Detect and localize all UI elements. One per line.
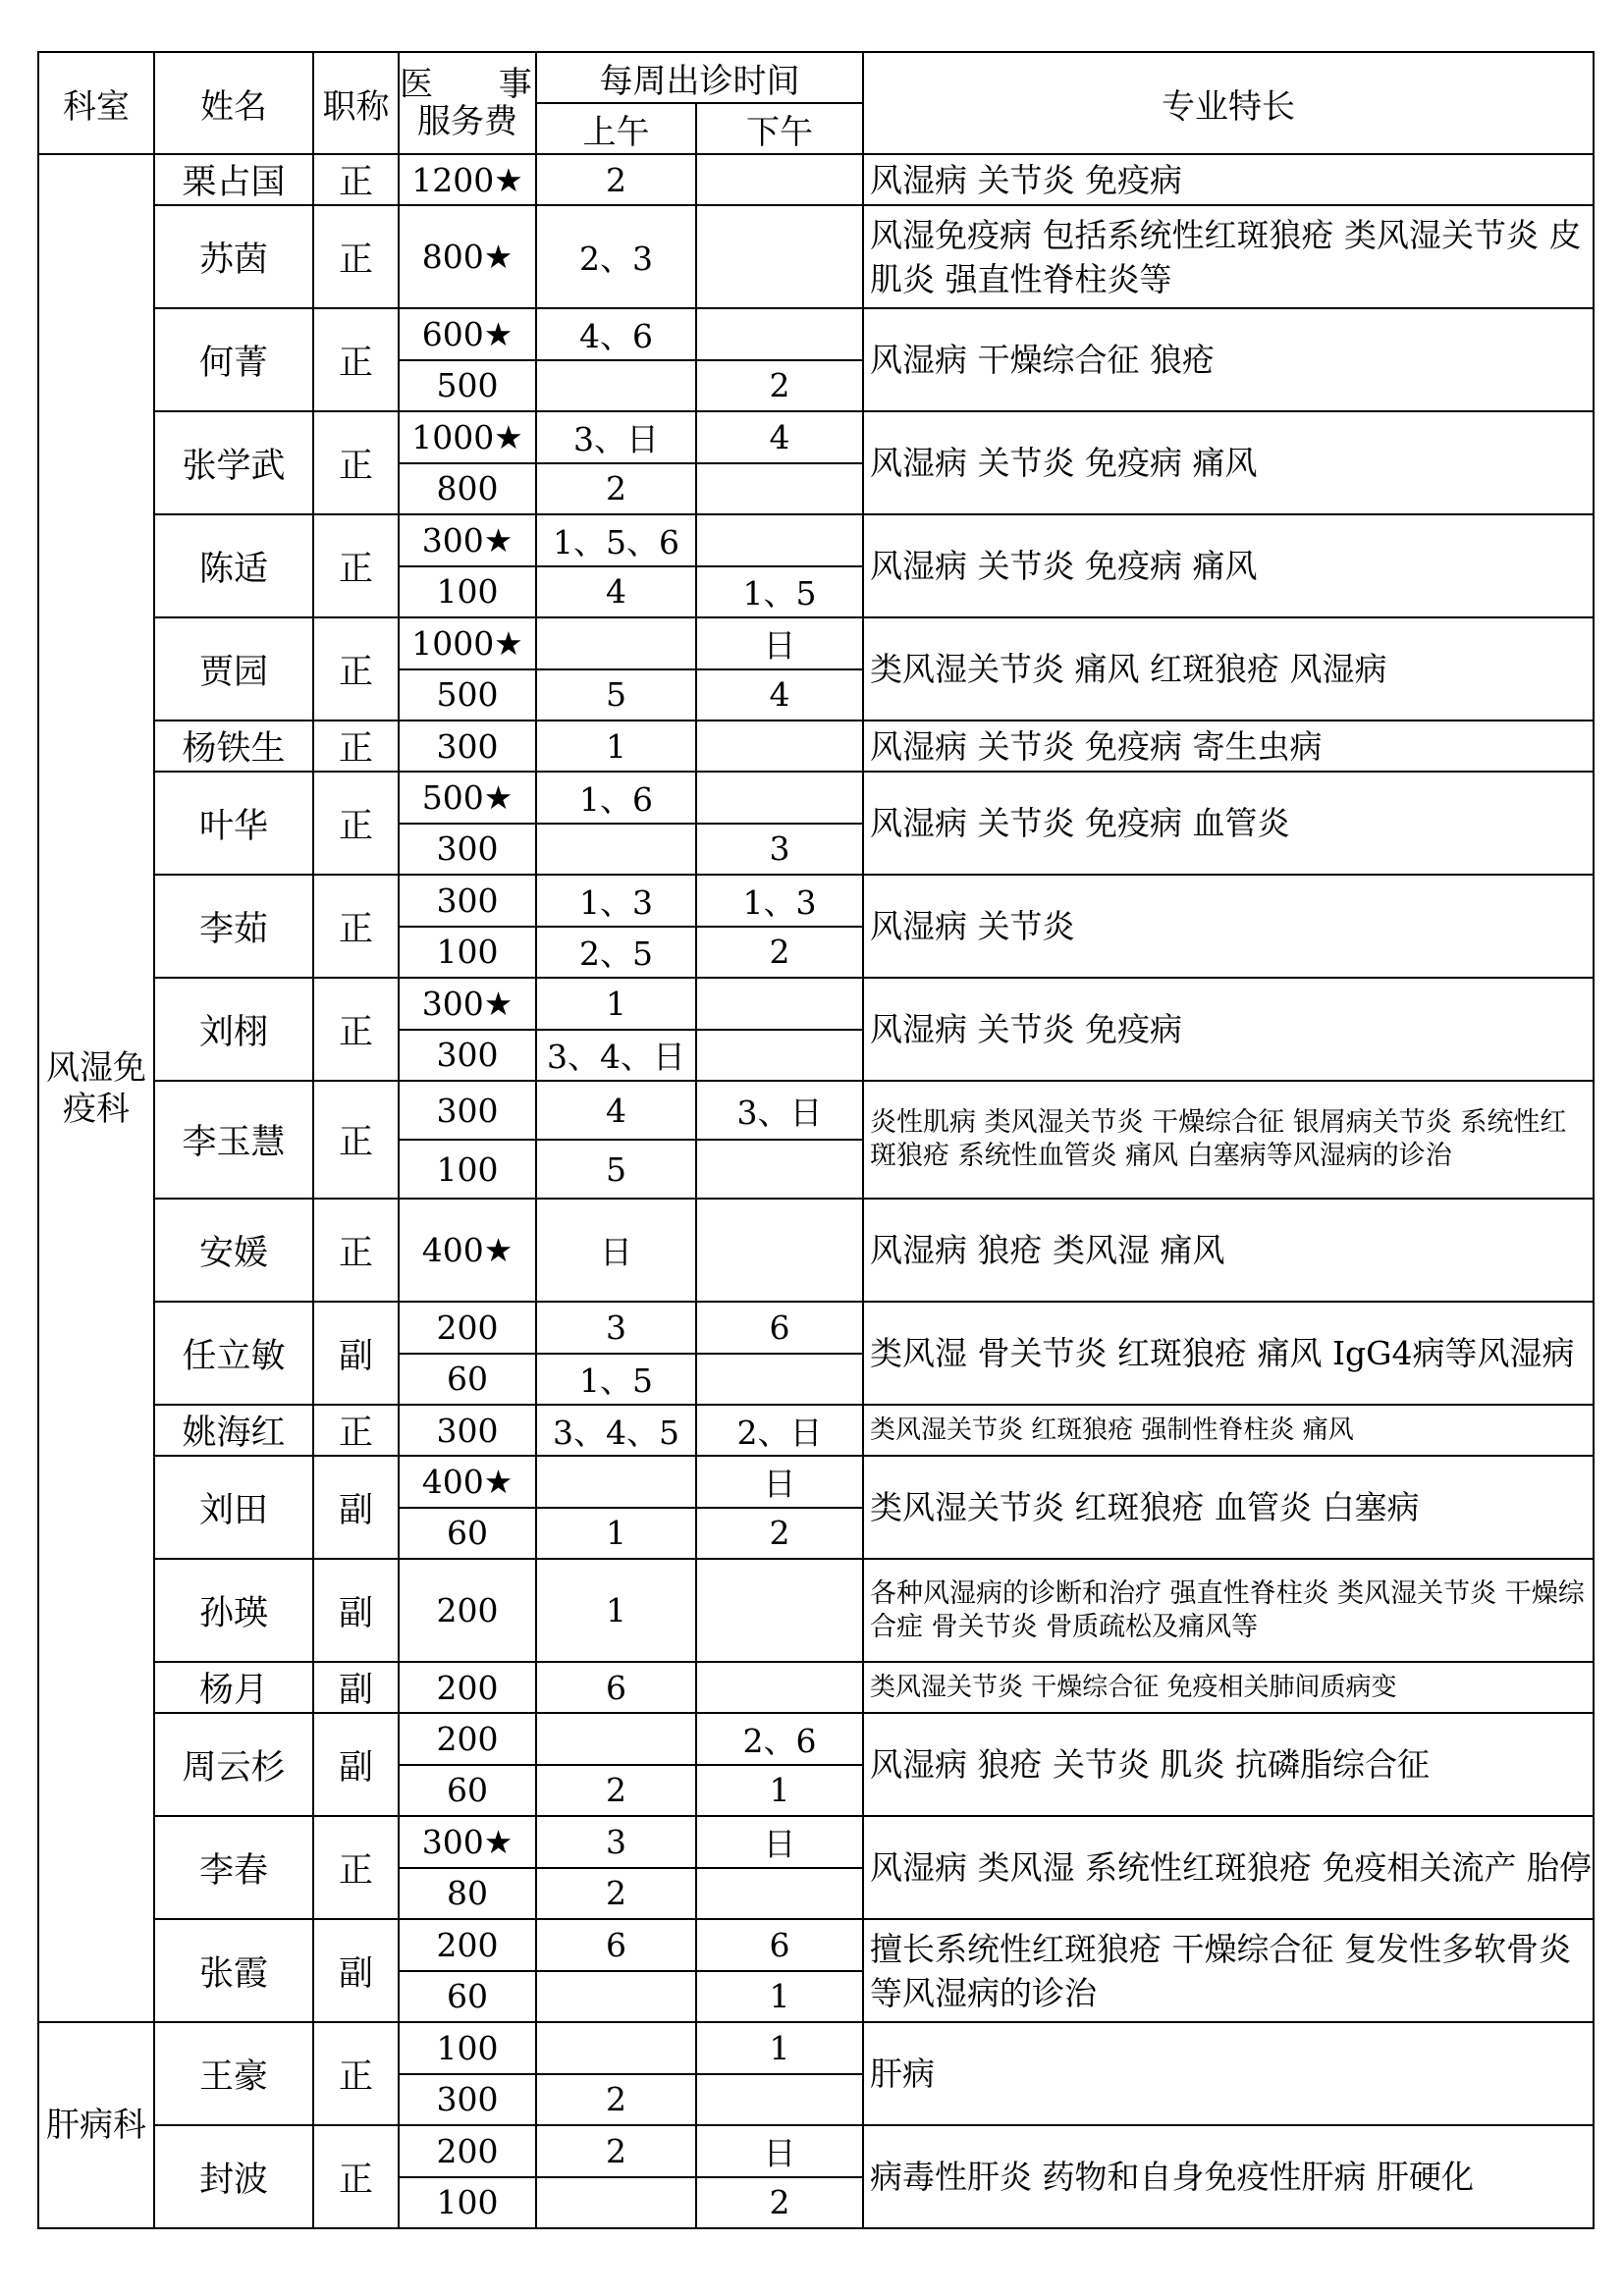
table-row [38,978,1594,1030]
doctor-title: 正 [313,1081,399,1199]
doctor-name: 封波 [154,2125,313,2228]
doctor-title: 正 [313,2022,399,2125]
table-row [38,1919,1594,1971]
doctor-title: 正 [313,978,399,1081]
pm-cell: 3 [696,824,863,876]
table-row [38,1662,1594,1713]
doctor-title: 正 [313,514,399,617]
fee-cell: 300 [399,875,536,927]
doctor-name: 李茹 [154,875,313,978]
fee-cell: 300 [399,721,536,772]
table-row [38,1559,1594,1662]
table-row [38,2022,1594,2074]
fee-cell: 60 [399,1508,536,1560]
doctor-name: 何菁 [154,308,313,411]
am-cell: 4 [536,566,696,618]
am-cell: 4、6 [536,308,696,360]
specialty-cell: 风湿病 关节炎 免疫病 [863,154,1594,205]
fee-cell: 60 [399,1354,536,1406]
specialty-cell: 各种风湿病的诊断和治疗 强直性脊柱炎 类风湿关节炎 干燥综合症 骨关节炎 骨质疏松及痛风等 [863,1559,1594,1662]
am-cell: 1、3 [536,875,696,927]
fee-cell: 300 [399,1030,536,1082]
fee-cell: 300★ [399,1816,536,1868]
fee-cell: 400★ [399,1199,536,1302]
fee-cell: 100 [399,1140,536,1199]
header-dept: 科室 [38,52,154,154]
doctor-name: 叶华 [154,772,313,875]
am-cell: 1、5、6 [536,514,696,566]
doctor-title: 正 [313,205,399,308]
specialty-cell: 风湿病 狼疮 关节炎 肌炎 抗磷脂综合征 [863,1713,1594,1816]
doctor-name: 安媛 [154,1199,313,1302]
doctor-name: 任立敏 [154,1302,313,1405]
pm-cell: 1 [696,1765,863,1817]
am-cell: 5 [536,669,696,721]
pm-cell: 日 [696,1816,863,1868]
doctor-title: 正 [313,1816,399,1919]
am-cell: 1、5 [536,1354,696,1406]
clinic-schedule-table [37,51,1595,2229]
pm-cell: 2 [696,1508,863,1560]
am-cell: 2 [536,463,696,515]
pm-cell [696,721,863,772]
am-cell: 6 [536,1919,696,1971]
fee-cell: 100 [399,927,536,979]
doctor-title: 副 [313,1662,399,1713]
am-cell: 2 [536,1868,696,1920]
pm-cell [696,154,863,205]
pm-cell: 日 [696,1456,863,1508]
header-pm: 下午 [696,103,863,154]
specialty-cell: 风湿病 关节炎 免疫病 血管炎 [863,772,1594,875]
specialty-cell: 类风湿 骨关节炎 红斑狼疮 痛风 IgG4病等风湿病 [863,1302,1594,1405]
fee-cell: 200 [399,1919,536,1971]
specialty-cell: 风湿病 狼疮 类风湿 痛风 [863,1199,1594,1302]
am-cell: 日 [536,1199,696,1302]
dept-cell: 风湿免疫科 [38,154,154,2022]
am-cell: 4 [536,1081,696,1140]
dept-cell: 肝病科 [38,2022,154,2228]
table-body [38,154,1594,2228]
pm-cell: 3、日 [696,1081,863,1140]
specialty-cell: 风湿病 关节炎 免疫病 [863,978,1594,1081]
table-row [38,1302,1594,1354]
pm-cell: 1、5 [696,566,863,618]
fee-cell: 800★ [399,205,536,308]
table-row [38,1816,1594,1868]
pm-cell [696,463,863,515]
am-cell: 2、5 [536,927,696,979]
fee-cell: 200 [399,1302,536,1354]
table-row [38,205,1594,308]
pm-cell: 1 [696,2022,863,2074]
header-title: 职称 [313,52,399,154]
doctor-title: 正 [313,154,399,205]
doctor-name: 张霞 [154,1919,313,2022]
specialty-cell: 风湿病 关节炎 免疫病 痛风 [863,411,1594,514]
doctor-title: 正 [313,1199,399,1302]
specialty-cell: 炎性肌病 类风湿关节炎 干燥综合征 银屑病关节炎 系统性红斑狼疮 系统性血管炎 痛风 白塞病等风湿病的诊治 [863,1081,1594,1199]
specialty-cell: 类风湿关节炎 红斑狼疮 血管炎 白塞病 [863,1456,1594,1559]
fee-cell: 1000★ [399,617,536,669]
pm-cell: 2、6 [696,1713,863,1765]
doctor-title: 正 [313,411,399,514]
am-cell: 3 [536,1816,696,1868]
fee-cell: 500 [399,669,536,721]
doctor-name: 李春 [154,1816,313,1919]
doctor-name: 杨铁生 [154,721,313,772]
pm-cell [696,1559,863,1662]
pm-cell: 日 [696,617,863,669]
am-cell: 1 [536,1559,696,1662]
pm-cell [696,978,863,1030]
doctor-title: 副 [313,1456,399,1559]
am-cell: 6 [536,1662,696,1713]
doctor-title: 正 [313,875,399,978]
doctor-name: 贾园 [154,617,313,721]
pm-cell: 2、日 [696,1405,863,1456]
fee-cell: 500★ [399,772,536,824]
header-fee-line2: 服务费 [417,102,517,141]
doctor-title: 副 [313,1919,399,2022]
doctor-name: 杨月 [154,1662,313,1713]
fee-cell: 500 [399,360,536,412]
pm-cell [696,1868,863,1920]
doctor-name: 姚海红 [154,1405,313,1456]
fee-cell: 100 [399,2022,536,2074]
fee-cell: 1000★ [399,411,536,463]
pm-cell [696,308,863,360]
header-fee [399,52,560,154]
am-cell [536,2177,696,2229]
fee-cell: 100 [399,566,536,618]
am-cell: 1、6 [536,772,696,824]
specialty-cell: 风湿病 类风湿 系统性红斑狼疮 免疫相关流产 胎停 [863,1816,1594,1919]
table-row [38,772,1594,824]
specialty-cell: 类风湿关节炎 红斑狼疮 强制性脊柱炎 痛风 [863,1405,1594,1456]
specialty-cell: 风湿病 干燥综合征 狼疮 [863,308,1594,411]
doctor-name: 栗占国 [154,154,313,205]
specialty-cell: 类风湿关节炎 干燥综合征 免疫相关肺间质病变 [863,1662,1594,1713]
pm-cell [696,2074,863,2126]
pm-cell [696,514,863,566]
fee-cell: 400★ [399,1456,536,1508]
fee-cell: 300★ [399,514,536,566]
table-row [38,2125,1594,2177]
am-cell [536,617,696,669]
am-cell: 1 [536,978,696,1030]
header-name: 姓名 [154,52,313,154]
specialty-cell: 病毒性肝炎 药物和自身免疫性肝病 肝硬化 [863,2125,1594,2228]
pm-cell [696,1140,863,1199]
doctor-title: 正 [313,1405,399,1456]
fee-cell: 200 [399,1662,536,1713]
pm-cell: 4 [696,669,863,721]
doctor-title: 副 [313,1559,399,1662]
am-cell: 3、4、5 [536,1405,696,1456]
doctor-name: 刘田 [154,1456,313,1559]
pm-cell [696,1030,863,1082]
table-row [38,154,1594,205]
doctor-name: 刘栩 [154,978,313,1081]
specialty-cell: 擅长系统性红斑狼疮 干燥综合征 复发性多软骨炎等风湿病的诊治 [863,1919,1594,2022]
fee-cell: 300 [399,2074,536,2126]
pm-cell: 2 [696,927,863,979]
table-row [38,721,1594,772]
fee-cell: 100 [399,2177,536,2229]
table-row [38,1199,1594,1302]
fee-cell: 300 [399,1081,536,1140]
specialty-cell: 风湿病 关节炎 免疫病 寄生虫病 [863,721,1594,772]
fee-cell: 300 [399,824,536,876]
am-cell [536,360,696,412]
doctor-name: 王豪 [154,2022,313,2125]
pm-cell: 6 [696,1919,863,1971]
header-am: 上午 [536,103,696,154]
doctor-title: 正 [313,721,399,772]
doctor-name: 孙瑛 [154,1559,313,1662]
fee-cell: 300 [399,1405,536,1456]
fee-cell: 200 [399,1713,536,1765]
table-row [38,1713,1594,1765]
doctor-title: 副 [313,1713,399,1816]
am-cell: 5 [536,1140,696,1199]
table-row [38,411,1594,463]
am-cell: 3 [536,1302,696,1354]
fee-cell: 60 [399,1971,536,2023]
pm-cell [696,1354,863,1406]
pm-cell: 4 [696,411,863,463]
table-row [38,875,1594,927]
fee-cell: 1200★ [399,154,536,205]
pm-cell: 2 [696,360,863,412]
header-specialty: 专业特长 [863,52,1594,154]
fee-cell: 200 [399,2125,536,2177]
fee-cell: 60 [399,1765,536,1817]
pm-cell: 1 [696,1971,863,2023]
table-header [38,52,1594,154]
am-cell [536,2022,696,2074]
doctor-title: 正 [313,308,399,411]
doctor-title: 正 [313,617,399,721]
pm-cell [696,205,863,308]
fee-cell: 80 [399,1868,536,1920]
am-cell: 2 [536,154,696,205]
fee-cell: 300★ [399,978,536,1030]
specialty-cell: 风湿病 关节炎 免疫病 痛风 [863,514,1594,617]
am-cell: 3、4、日 [536,1030,696,1082]
doctor-title: 正 [313,2125,399,2228]
fee-cell: 600★ [399,308,536,360]
pm-cell: 1、3 [696,875,863,927]
am-cell [536,1971,696,2023]
table-row [38,308,1594,360]
doctor-title: 正 [313,772,399,875]
table-row [38,1081,1594,1140]
am-cell: 2 [536,1765,696,1817]
fee-cell: 800 [399,463,536,515]
am-cell: 2 [536,2074,696,2126]
table-row [38,1456,1594,1508]
am-cell: 1 [536,721,696,772]
pm-cell [696,1662,863,1713]
am-cell: 3、日 [536,411,696,463]
doctor-name: 周云杉 [154,1713,313,1816]
table-row [38,514,1594,566]
specialty-cell: 肝病 [863,2022,1594,2125]
am-cell [536,1713,696,1765]
table-row [38,1405,1594,1456]
pm-cell: 6 [696,1302,863,1354]
specialty-cell: 类风湿关节炎 痛风 红斑狼疮 风湿病 [863,617,1594,721]
am-cell: 2、3 [536,205,696,308]
fee-cell: 200 [399,1559,536,1662]
pm-cell [696,1199,863,1302]
doctor-name: 李玉慧 [154,1081,313,1199]
doctor-name: 陈适 [154,514,313,617]
am-cell [536,1456,696,1508]
pm-cell [696,772,863,824]
header-weekly: 每周出诊时间 [536,52,863,103]
pm-cell: 日 [696,2125,863,2177]
pm-cell: 2 [696,2177,863,2229]
doctor-name: 苏茵 [154,205,313,308]
table-row [38,617,1594,669]
specialty-cell: 风湿病 关节炎 [863,875,1594,978]
am-cell [536,824,696,876]
doctor-name: 张学武 [154,411,313,514]
am-cell: 1 [536,1508,696,1560]
doctor-title: 副 [313,1302,399,1405]
header-fee-line1: 医 事 [400,65,560,104]
am-cell: 2 [536,2125,696,2177]
specialty-cell: 风湿免疫病 包括系统性红斑狼疮 类风湿关节炎 皮肌炎 强直性脊柱炎等 [863,205,1594,308]
